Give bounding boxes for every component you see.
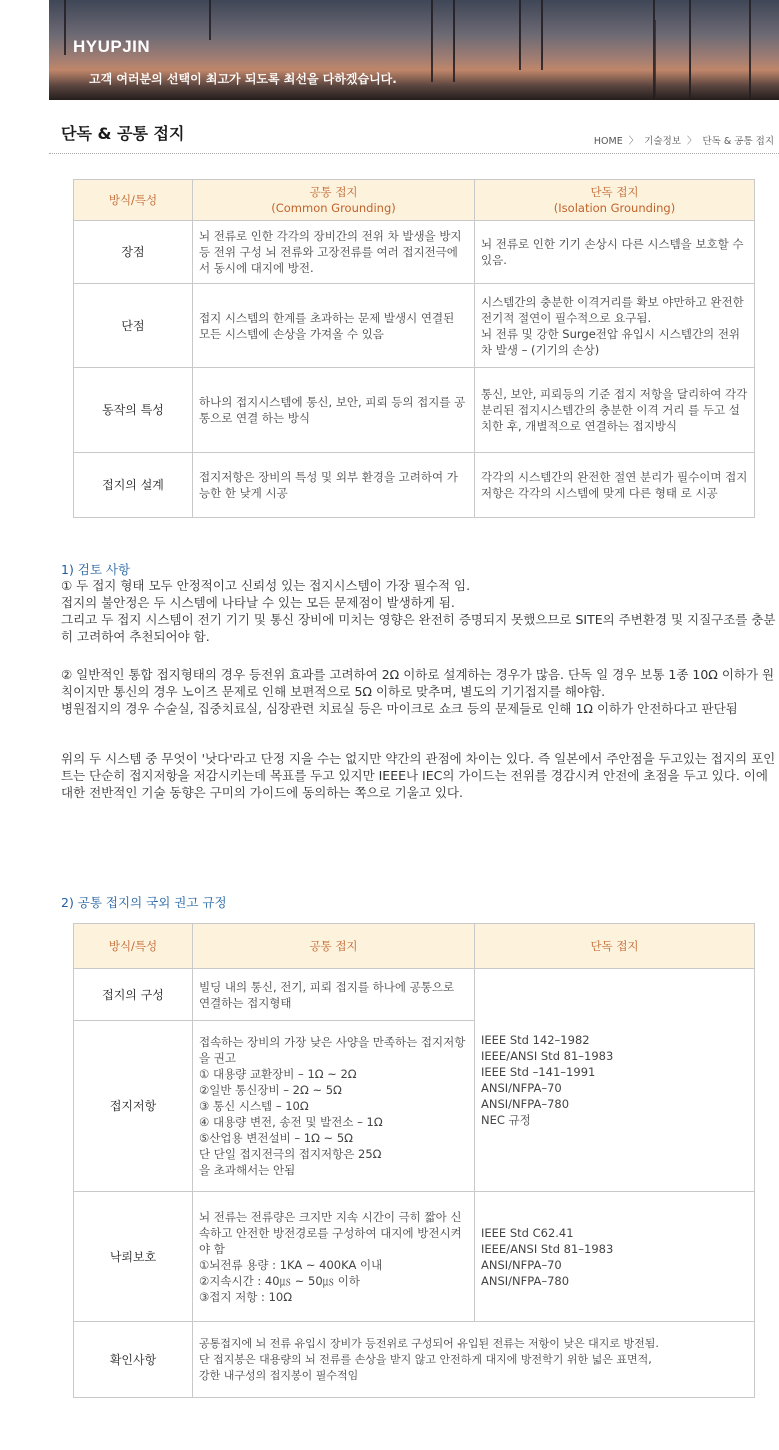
slogan: 고객 여러분의 선택이 최고가 되도록 최선을 다하겠습니다.	[89, 72, 397, 86]
isolation-cell: 통신, 보안, 피뢰등의 기준 접지 저항을 달리하여 각각 분리된 접지시스템간의 충분한 이격 거리 를 두고 설치한 후, 개별적으로 연결하는 접지방식	[475, 368, 755, 453]
breadcrumb-tech-info[interactable]: 기술정보	[644, 136, 681, 147]
common-cell: 접속하는 장비의 가장 낮은 사양을 만족하는 접지저항을 권고 ① 대용량 교환장비 – 1Ω ~ 2Ω ②일반 통신장비 – 2Ω ~ 5Ω ③ 통신 시스템 – 10Ω ④ 대용량 변전, 송전 및 발전소 – 1Ω ⑤산업용 변전설비 – 1Ω ~ 5Ω 단 단일 접지전극의 접지저항은 25Ω 을 초과해서는 안됨	[193, 1021, 475, 1192]
table-row	[74, 1322, 755, 1398]
tower-decoration	[209, 0, 211, 40]
regulations-heading: 2) 공통 접지의 국외 권고 규정	[61, 895, 227, 910]
table-row	[74, 221, 755, 284]
table-row	[74, 453, 755, 518]
tower-decoration	[655, 20, 691, 100]
table-row	[74, 368, 755, 453]
row-label: 접지의 구성	[74, 969, 193, 1021]
header-isolation-grounding: 단독 접지	[475, 924, 755, 969]
header-method: 방식/특성	[74, 180, 193, 221]
review-paragraph-3: 위의 두 시스템 중 무엇이 '낫다'라고 단정 지을 수는 없지만 약간의 관점에 차이는 있다. 즉 일본에서 주안점을 두고있는 접지의 포인트는 단순히 접지저항을 저감시키는데 목표를 두고 있지만 IEEE나 IEC의 가이드는 전위를 경감시켜 안전에 초점을 두고 있다. 이에 대한 전반적인 기술 동향은 구미의 가이드에 동의하는 쪽으로 기울고 있다.	[61, 751, 776, 800]
tower-decoration	[519, 0, 543, 60]
review-paragraph-1: ① 두 접지 형태 모두 안정적이고 신뢰성 있는 접지시스템이 가장 필수적 임. 접지의 불안정은 두 시스템에 나타날 수 있는 모든 문제점이 발생하게 됨. 그리고 두 접지 시스템이 전기 기기 및 통신 장비에 미치는 영향은 완전히 증명되지 못했으므로 SITE의 주변환경 및 지질구조를 충분히 고려하여 추천되어야 함.	[61, 578, 776, 644]
row-label: 단점	[74, 284, 193, 368]
common-cell: 뇌 전류는 전류량은 크지만 지속 시간이 극히 짧아 신속하고 안전한 방전경로를 구성하여 대지에 방전시켜야 함 ①뇌전류 용량 : 1KA ~ 400KA 이내 ②지속시간 : 40㎲ ~ 50㎲ 이하 ③접지 저항 : 10Ω	[193, 1192, 475, 1322]
header-common-grounding: 공통 접지	[193, 924, 475, 969]
brand-logo[interactable]: HYUPJIN	[73, 37, 151, 56]
breadcrumb-separator: 〉	[686, 136, 697, 147]
row-label: 낙뢰보호	[74, 1192, 193, 1322]
breadcrumb-separator: 〉	[628, 136, 639, 147]
isolation-cell: 시스템간의 충분한 이격거리를 확보 야만하고 완전한 전기적 절연이 필수적으로 요구됨. 뇌 전류 및 강한 Surge전압 유입시 시스템간의 전위차 발생 – (기기의 손상)	[475, 284, 755, 368]
isolation-cell: 각각의 시스템간의 완전한 절연 분리가 필수이며 접지저항은 각각의 시스템에 맞게 다른 형태 로 시공	[475, 453, 755, 518]
breadcrumb-current: 단독 & 공통 접지	[702, 136, 774, 147]
merged-cell: 공통접지에 뇌 전류 유입시 장비가 등전위로 구성되어 유입된 전류는 저항이 낮은 대지로 방전됨. 단 접지봉은 대용량의 뇌 전류를 손상을 받지 않고 안전하게 대지에 방전학기 위한 넓은 표면적, 강한 내구성의 접지봉이 필수적임	[193, 1322, 755, 1398]
row-label: 동작의 특성	[74, 368, 193, 453]
header-common-grounding: 공통 접지 (Common Grounding)	[193, 180, 475, 221]
common-cell: 접지 시스템의 한계를 초과하는 문제 발생시 연결된 모든 시스템에 손상을 가져올 수 있음	[193, 284, 475, 368]
common-cell: 하나의 접지시스템에 통신, 보안, 피뢰 등의 접지를 공통으로 연결 하는 방식	[193, 368, 475, 453]
isolation-cell: IEEE Std 142–1982 IEEE/ANSI Std 81–1983 IEEE Std –141–1991 ANSI/NFPA–70 ANSI/NFPA–780 NEC 규정	[475, 969, 755, 1192]
row-label: 접지저항	[74, 1021, 193, 1192]
breadcrumb	[591, 133, 777, 147]
row-label: 접지의 설계	[74, 453, 193, 518]
review-heading: 1) 검토 사항	[61, 562, 131, 577]
header-banner	[49, 0, 779, 100]
title-divider	[49, 153, 779, 154]
isolation-cell: 뇌 전류로 인한 기기 손상시 다른 시스템을 보호할 수 있음.	[475, 221, 755, 284]
tower-decoration	[749, 0, 751, 100]
page-title: 단독 & 공통 접지	[61, 124, 185, 143]
table-header-row	[74, 180, 755, 221]
common-cell: 빌딩 내의 통신, 전기, 피뢰 접지를 하나에 공통으로 연결하는 접지형태	[193, 969, 475, 1021]
review-paragraph-2: ② 일반적인 통합 접지형태의 경우 등전위 효과를 고려하여 2Ω 이하로 설계하는 경우가 많음. 단독 일 경우 보통 1종 10Ω 이하가 원칙이지만 통신의 경우 노이즈 문제로 인해 보편적으로 5Ω 이하로 맞추며, 별도의 기기접지를 해야함. 병원접지의 경우 수술실, 집중치료실, 심장관련 치료실 등은 마이크로 쇼크 등의 문제들로 인해 1Ω 이하가 안전하다고 판단됨	[61, 667, 775, 716]
table-header-row	[74, 924, 755, 969]
table-row	[74, 284, 755, 368]
breadcrumb-home[interactable]: HOME	[593, 136, 623, 147]
comparison-table	[73, 179, 755, 518]
common-cell: 뇌 전류로 인한 각각의 장비간의 전위 차 발생을 방지등 전위 구성 뇌 전류와 고장전류를 여러 접지전극에서 동시에 대지에 방전.	[193, 221, 475, 284]
tower-decoration	[64, 0, 66, 55]
tower-decoration	[431, 0, 455, 60]
row-label: 장점	[74, 221, 193, 284]
header-method: 방식/특성	[74, 924, 193, 969]
header-isolation-grounding: 단독 접지 (Isolation Grounding)	[475, 180, 755, 221]
isolation-cell: IEEE Std C62.41 IEEE/ANSI Std 81–1983 ANSI/NFPA–70 ANSI/NFPA–780	[475, 1192, 755, 1322]
table-row	[74, 969, 755, 1021]
table-row	[74, 1192, 755, 1322]
row-label: 확인사항	[74, 1322, 193, 1398]
regulations-table	[73, 923, 755, 1398]
common-cell: 접지저항은 장비의 특성 및 외부 환경을 고려하여 가능한 한 낮게 시공	[193, 453, 475, 518]
